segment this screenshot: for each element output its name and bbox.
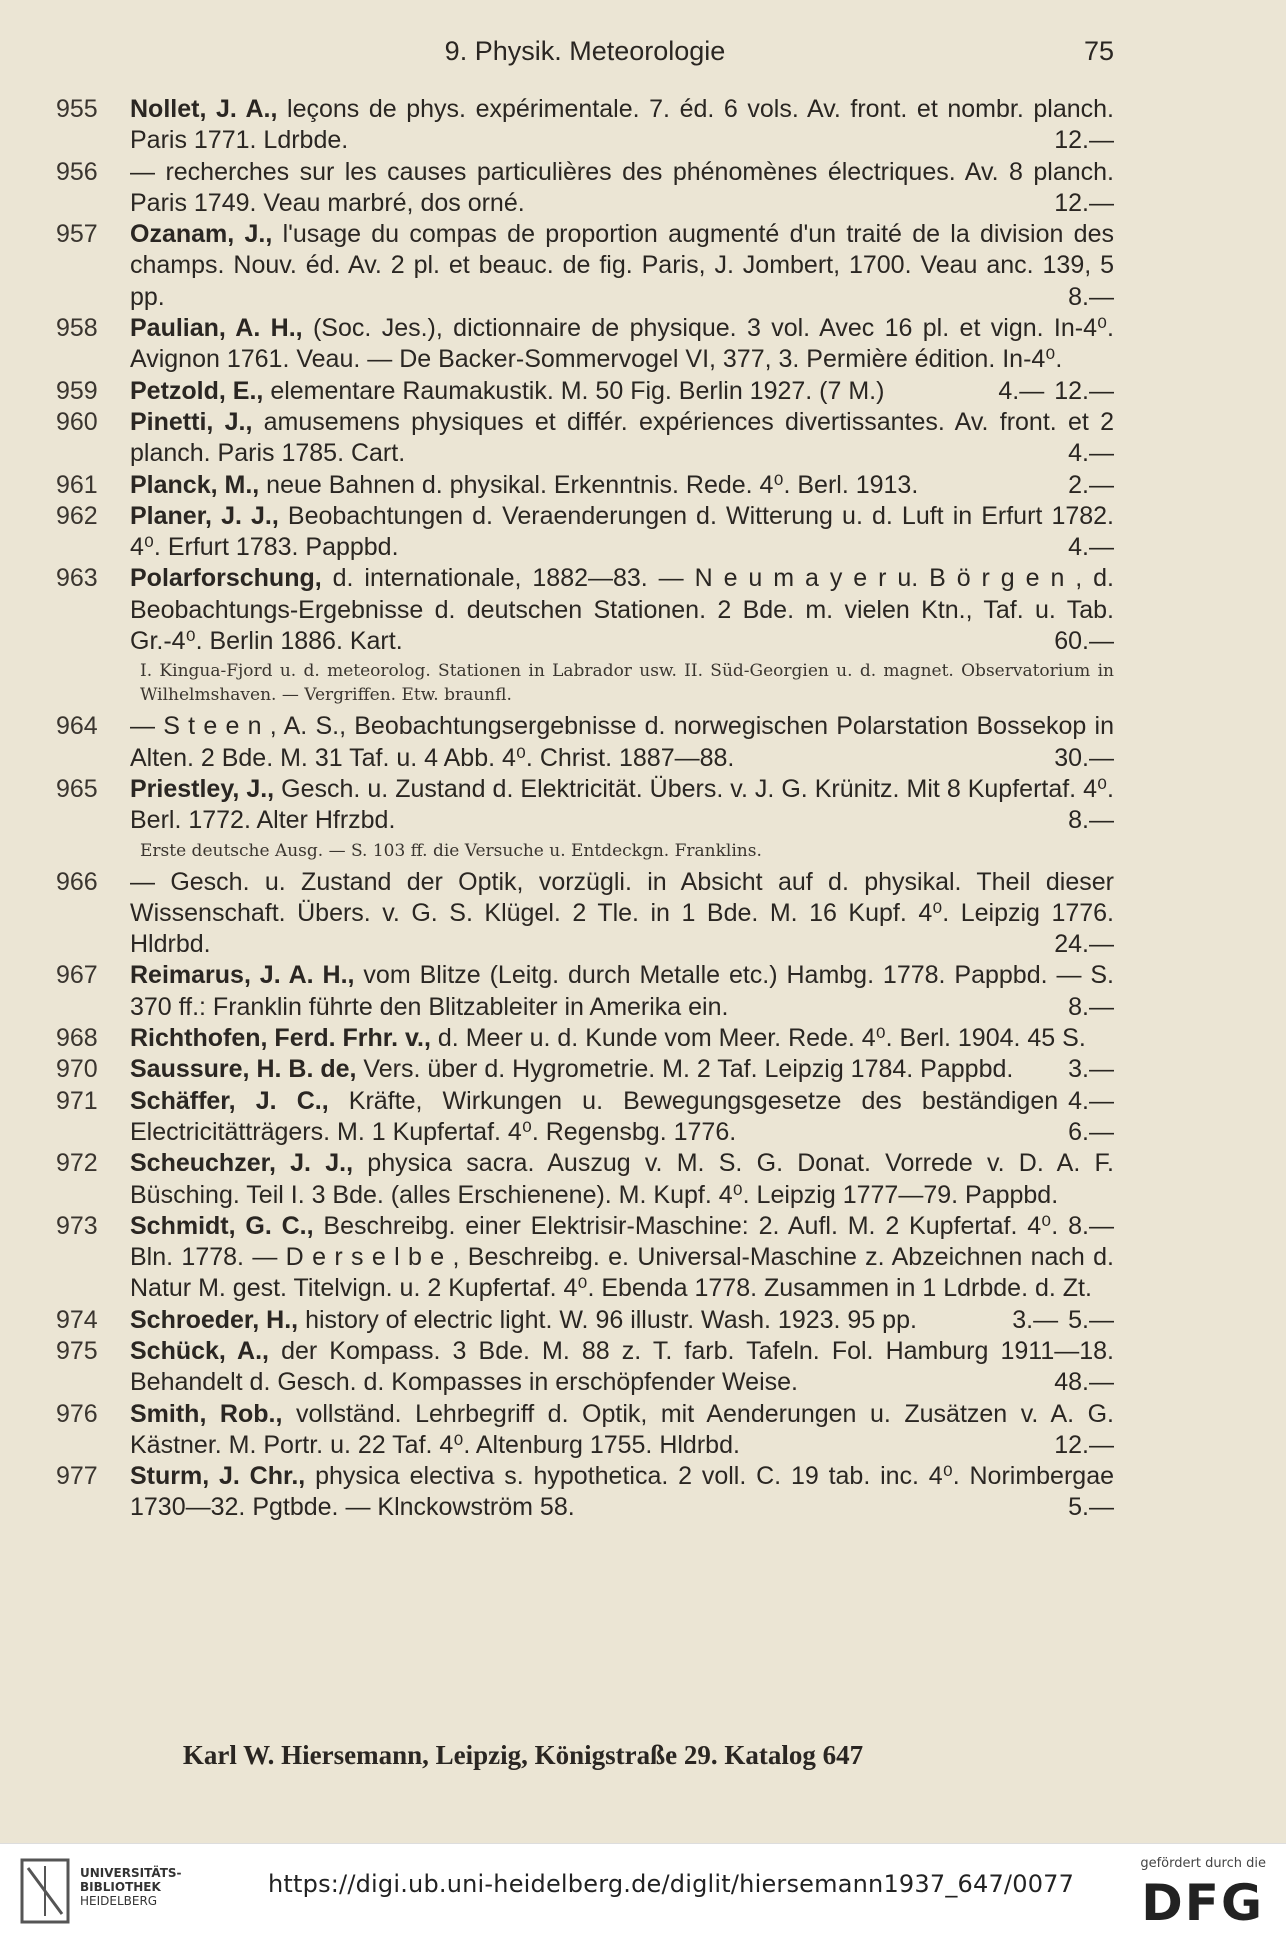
entry-author: Schäffer, J. C., (130, 1086, 329, 1115)
entry-price: 2.— (1068, 470, 1114, 499)
entry-text: d. internationale, 1882—83. — N e u m a y e r u. B ö r g e n , d. Beobachtungs-Ergebnisse d. deutschen Stationen. 2 Bde. m. vielen Ktn., Taf. u. Tab. Gr.-4⁰. Berlin 1886. Kart. (130, 564, 1114, 656)
entry-number: 976 (56, 1399, 98, 1428)
entry-note: I. Kingua-Fjord u. d. meteorolog. Stationen in Labrador usw. II. Süd-Georgien u. d. magnet. Observatorium in Wilhelmshaven. — Vergriffen. Etw. braunfl. (140, 661, 1114, 706)
entry-body (130, 563, 1114, 657)
entry-price: 5.— (1068, 1493, 1114, 1522)
entry-author: Priestley, J., (130, 774, 275, 803)
entry-body (130, 470, 1114, 501)
entry-price: 12.— (1054, 376, 1114, 405)
entry-text: amusemens physiques et différ. expériences divertissantes. Av. front. et 2 planch. Paris 1785. Cart. (130, 407, 1114, 468)
entry-text: vom Blitze (Leitg. durch Metalle etc.) Hambg. 1778. Pappbd. — S. 370 ff.: Franklin führte den Blitzableiter in Amerika ein. (130, 961, 1114, 1021)
entry-text: leçons de phys. expérimentale. 7. éd. 6 vols. Av. front. et nombr. planch. Paris 1771. Ldrbde. (130, 95, 1114, 155)
page-number: 75 (1083, 36, 1114, 66)
entry-price: 60.— (1054, 627, 1114, 656)
entry-body (130, 219, 1114, 313)
entry-price: 12.— (1054, 126, 1114, 155)
entry-author: Schück, A., (130, 1336, 269, 1365)
entry-author: Planer, J. J., (130, 501, 279, 530)
entry-text: der Kompass. 3 Bde. M. 88 z. T. farb. Tafeln. Fol. Hamburg 1911—18. Behandelt d. Gesch. d. Kompasses in erschöpfender Weise. (130, 1336, 1114, 1397)
entry-price: 12.— (1054, 188, 1114, 217)
entry-number: 961 (56, 470, 98, 499)
entry-number: 956 (56, 157, 98, 186)
entry-price: 12.— (1054, 1430, 1114, 1459)
entry-text: (Soc. Jes.), dictionnaire de physique. 3 vol. Avec 16 pl. et vign. In-4⁰. Avignon 1761. Veau. — De Backer-Sommervogel VI, 377, 3. Permière édition. In-4⁰. (130, 314, 1114, 374)
entry-text: — recherches sur les causes particulières des phénomènes électriques. Av. 8 planch. Paris 1749. Veau marbré, dos orné. (130, 157, 1114, 217)
library-name-line3: HEIDELBERG (80, 1894, 158, 1908)
entry-number: 971 (56, 1086, 98, 1115)
entry-text: physica electiva s. hypothetica. 2 voll. C. 19 tab. inc. 4⁰. Norimbergae 1730—32. Pgtbde. — Klnckowström 58. (130, 1462, 1114, 1522)
entry-number: 974 (56, 1305, 98, 1334)
entry-author: Ozanam, J., (130, 220, 273, 249)
entry-number: 965 (56, 774, 98, 803)
entry-number: 968 (56, 1024, 98, 1053)
page-title: 9. Physik. Meteorologie (444, 36, 726, 66)
library-name-line1: UNIVERSITÄTS- (80, 1866, 182, 1880)
entry-note: Erste deutsche Ausg. — S. 103 ff. die Versuche u. Entdeckgn. Franklins. (140, 840, 762, 861)
entry-text: history of electric light. W. 96 illustr. Wash. 1923. 95 pp. (305, 1305, 917, 1334)
catalog-entry (56, 960, 1114, 1023)
catalog-entry (56, 563, 1114, 657)
entry-author: Planck, M., (130, 470, 260, 499)
catalog-entry (56, 407, 1114, 470)
entry-number: 958 (56, 314, 98, 343)
entry-text: l'usage du compas de proportion augmenté d'un traité de la division des champs. Nouv. éd. Av. 2 pl. et beauc. de fig. Paris, J. Jombert, 1700. Veau anc. 139, 5 pp. (130, 220, 1114, 311)
catalog-entry (56, 1305, 1114, 1336)
entry-body (130, 157, 1114, 220)
entry-number: 957 (56, 220, 98, 249)
entry-author: Smith, Rob., (130, 1399, 283, 1428)
catalog-entry (56, 376, 1114, 407)
library-name-line2: BIBLIOTHEK (80, 1880, 161, 1894)
publisher-footer (0, 1740, 1286, 1771)
entry-number: 972 (56, 1149, 98, 1178)
entry-number: 973 (56, 1211, 98, 1240)
entry-author: Reimarus, J. A. H., (130, 961, 355, 990)
entry-number: 955 (56, 95, 98, 123)
catalog-entry (56, 501, 1114, 564)
entry-text: Kräfte, Wirkungen u. Bewegungsgesetze des beständigen Electricitätträgers. M. 1 Kupfertaf. 4⁰. Regensbg. 1776. (130, 1086, 1059, 1146)
entry-body (130, 407, 1114, 470)
entry-body (130, 94, 1114, 157)
entry-number: 959 (56, 376, 98, 405)
entry-author: Sturm, J. Chr., (130, 1462, 306, 1491)
entry-text: Gesch. u. Zustand d. Elektricität. Übers. v. J. G. Krünitz. Mit 8 Kupfertaf. 4⁰. Berl. 1772. Alter Hfrzbd. (130, 774, 1115, 835)
catalog-entry (56, 711, 1114, 774)
catalog-entry (56, 774, 1114, 837)
entry-price: 24.— (1054, 930, 1114, 959)
entry-price: 8.— (1068, 806, 1114, 835)
catalog-entry (56, 1399, 1114, 1462)
entry-price: 4.— (1068, 533, 1114, 562)
entry-number: 964 (56, 712, 98, 741)
entry-number: 963 (56, 564, 98, 593)
entry-body (130, 774, 1114, 837)
catalog-entry (56, 1336, 1114, 1399)
catalog-entry (56, 470, 1114, 501)
entry-body (130, 376, 1114, 407)
entry-price: 4.— (1068, 439, 1114, 468)
entry-price: 8.— (1068, 992, 1114, 1021)
entry-author: Paulian, A. H., (130, 314, 303, 343)
entry-price: 4.— (1068, 1086, 1114, 1115)
catalog-entry (56, 157, 1114, 220)
entry-price: 48.— (1054, 1368, 1114, 1397)
entry-author: Petzold, E., (130, 376, 264, 405)
entry-price: 6.— (1068, 1117, 1114, 1146)
entry-text: elementare Raumakustik. M. 50 Fig. Berlin 1927. (7 M.) (270, 376, 885, 405)
catalog-entry (56, 867, 1114, 961)
entry-author: Nollet, J. A., (130, 95, 278, 123)
funder-caption: gefördert durch die (1140, 1856, 1266, 1871)
library-name (80, 1866, 182, 1908)
entry-number: 962 (56, 501, 98, 530)
entry-body (130, 1461, 1114, 1524)
entry-number: 960 (56, 407, 98, 436)
permalink-url[interactable]: https://digi.ub.uni-heidelberg.de/diglit/hiersemann1937_647/0077 (268, 1870, 1075, 1898)
entry-body (130, 501, 1114, 564)
entry-number: 967 (56, 961, 98, 990)
entry-text: d. Meer u. d. Kunde vom Meer. Rede. 4⁰. Berl. 1904. 45 S. (437, 1024, 1086, 1053)
entry-author: Saussure, H. B. de, (130, 1055, 357, 1084)
entry-author: Pinetti, J., (130, 407, 253, 436)
entry-text: physica sacra. Auszug v. M. S. G. Donat. Vorrede v. D. A. F. Büsching. Teil I. 3 Bde. (alles Erschienene). M. Kupf. 4⁰. Leipzig 1777—79. Pappbd. (130, 1149, 1114, 1209)
entry-body (130, 711, 1114, 774)
catalog-entry (56, 94, 1114, 157)
page-header (0, 36, 1286, 76)
entry-price: 30.— (1054, 743, 1114, 772)
entry-number: 977 (56, 1462, 98, 1491)
entry-author: Schmidt, G. C., (130, 1211, 314, 1240)
entry-price: 8.— (1068, 282, 1114, 311)
entry-author: Polarforschung, (130, 564, 322, 593)
entry-body (130, 867, 1114, 961)
entry-body (130, 1086, 1114, 1149)
entry-text: Beschreibg. einer Elektrisir-Maschine: 2. Aufl. M. 2 Kupfertaf. 4⁰. Bln. 1778. — D e r s e l b e , Beschreibg. e. Universal-Maschine z. Abzeichnen nach d. Natur M. gest. Titelvign. u. 2 Kupfertaf. 4⁰. Ebenda 1778. Zusammen in 1 Ldrbde. d. Zt. (130, 1211, 1114, 1303)
entry-number: 970 (56, 1055, 98, 1084)
entry-body (130, 1399, 1114, 1462)
catalog-entry (56, 1086, 1114, 1149)
entry-text: Beobachtungen d. Veraenderungen d. Witterung u. d. Luft in Erfurt 1782. 4⁰. Erfurt 1783. Pappbd. (130, 501, 1115, 562)
entry-price: 3.— (1012, 1305, 1059, 1334)
entry-author: Schroeder, H., (130, 1305, 299, 1334)
entry-price: 3.— (1068, 1055, 1114, 1084)
entry-text: neue Bahnen d. physikal. Erkenntnis. Rede. 4⁰. Berl. 1913. (266, 470, 919, 499)
entry-text: Vers. über d. Hygrometrie. M. 2 Taf. Leipzig 1784. Pappbd. (363, 1055, 1014, 1084)
entry-text: — Gesch. u. Zustand der Optik, vorzügli. in Absicht auf d. physikal. Theil dieser Wissenschaft. Übers. v. G. S. Klügel. 2 Tle. in 1 Bde. M. 16 Kupf. 4⁰. Leipzig 1776. Hldrbd. (130, 867, 1114, 959)
entry-body (130, 1305, 1114, 1336)
entry-price: 8.— (1068, 1211, 1114, 1240)
university-library-logo-icon (20, 1858, 70, 1924)
entry-text: vollständ. Lehrbegriff d. Optik, mit Aenderungen u. Zusätzen v. A. G. Kästner. M. Portr. u. 22 Taf. 4⁰. Altenburg 1755. Hldrbd. (130, 1399, 1114, 1459)
catalog-entry (56, 219, 1114, 313)
entry-price: 5.— (1068, 1305, 1114, 1334)
publisher-line: Karl W. Hiersemann, Leipzig, Königstraße 29. Katalog 647 (182, 1740, 864, 1770)
entry-body (130, 1336, 1114, 1399)
entry-price: 4.— (998, 376, 1045, 405)
catalog-entry (56, 1461, 1114, 1524)
entry-body (130, 960, 1114, 1023)
entry-number: 975 (56, 1336, 98, 1365)
entry-number: 966 (56, 867, 98, 896)
entry-author: Scheuchzer, J. J., (130, 1149, 354, 1178)
viewer-bottom-bar (0, 1843, 1286, 1940)
entry-text: — S t e e n , A. S., Beobachtungsergebnisse d. norwegischen Polarstation Bossekop in Alten. 2 Bde. M. 31 Taf. u. 4 Abb. 4⁰. Christ. 1887—88. (130, 712, 1114, 772)
entry-list (56, 94, 1114, 1524)
entry-author: Richthofen, Ferd. Frhr. v., (130, 1024, 431, 1053)
dfg-logo-icon: DFG (1141, 1874, 1264, 1932)
